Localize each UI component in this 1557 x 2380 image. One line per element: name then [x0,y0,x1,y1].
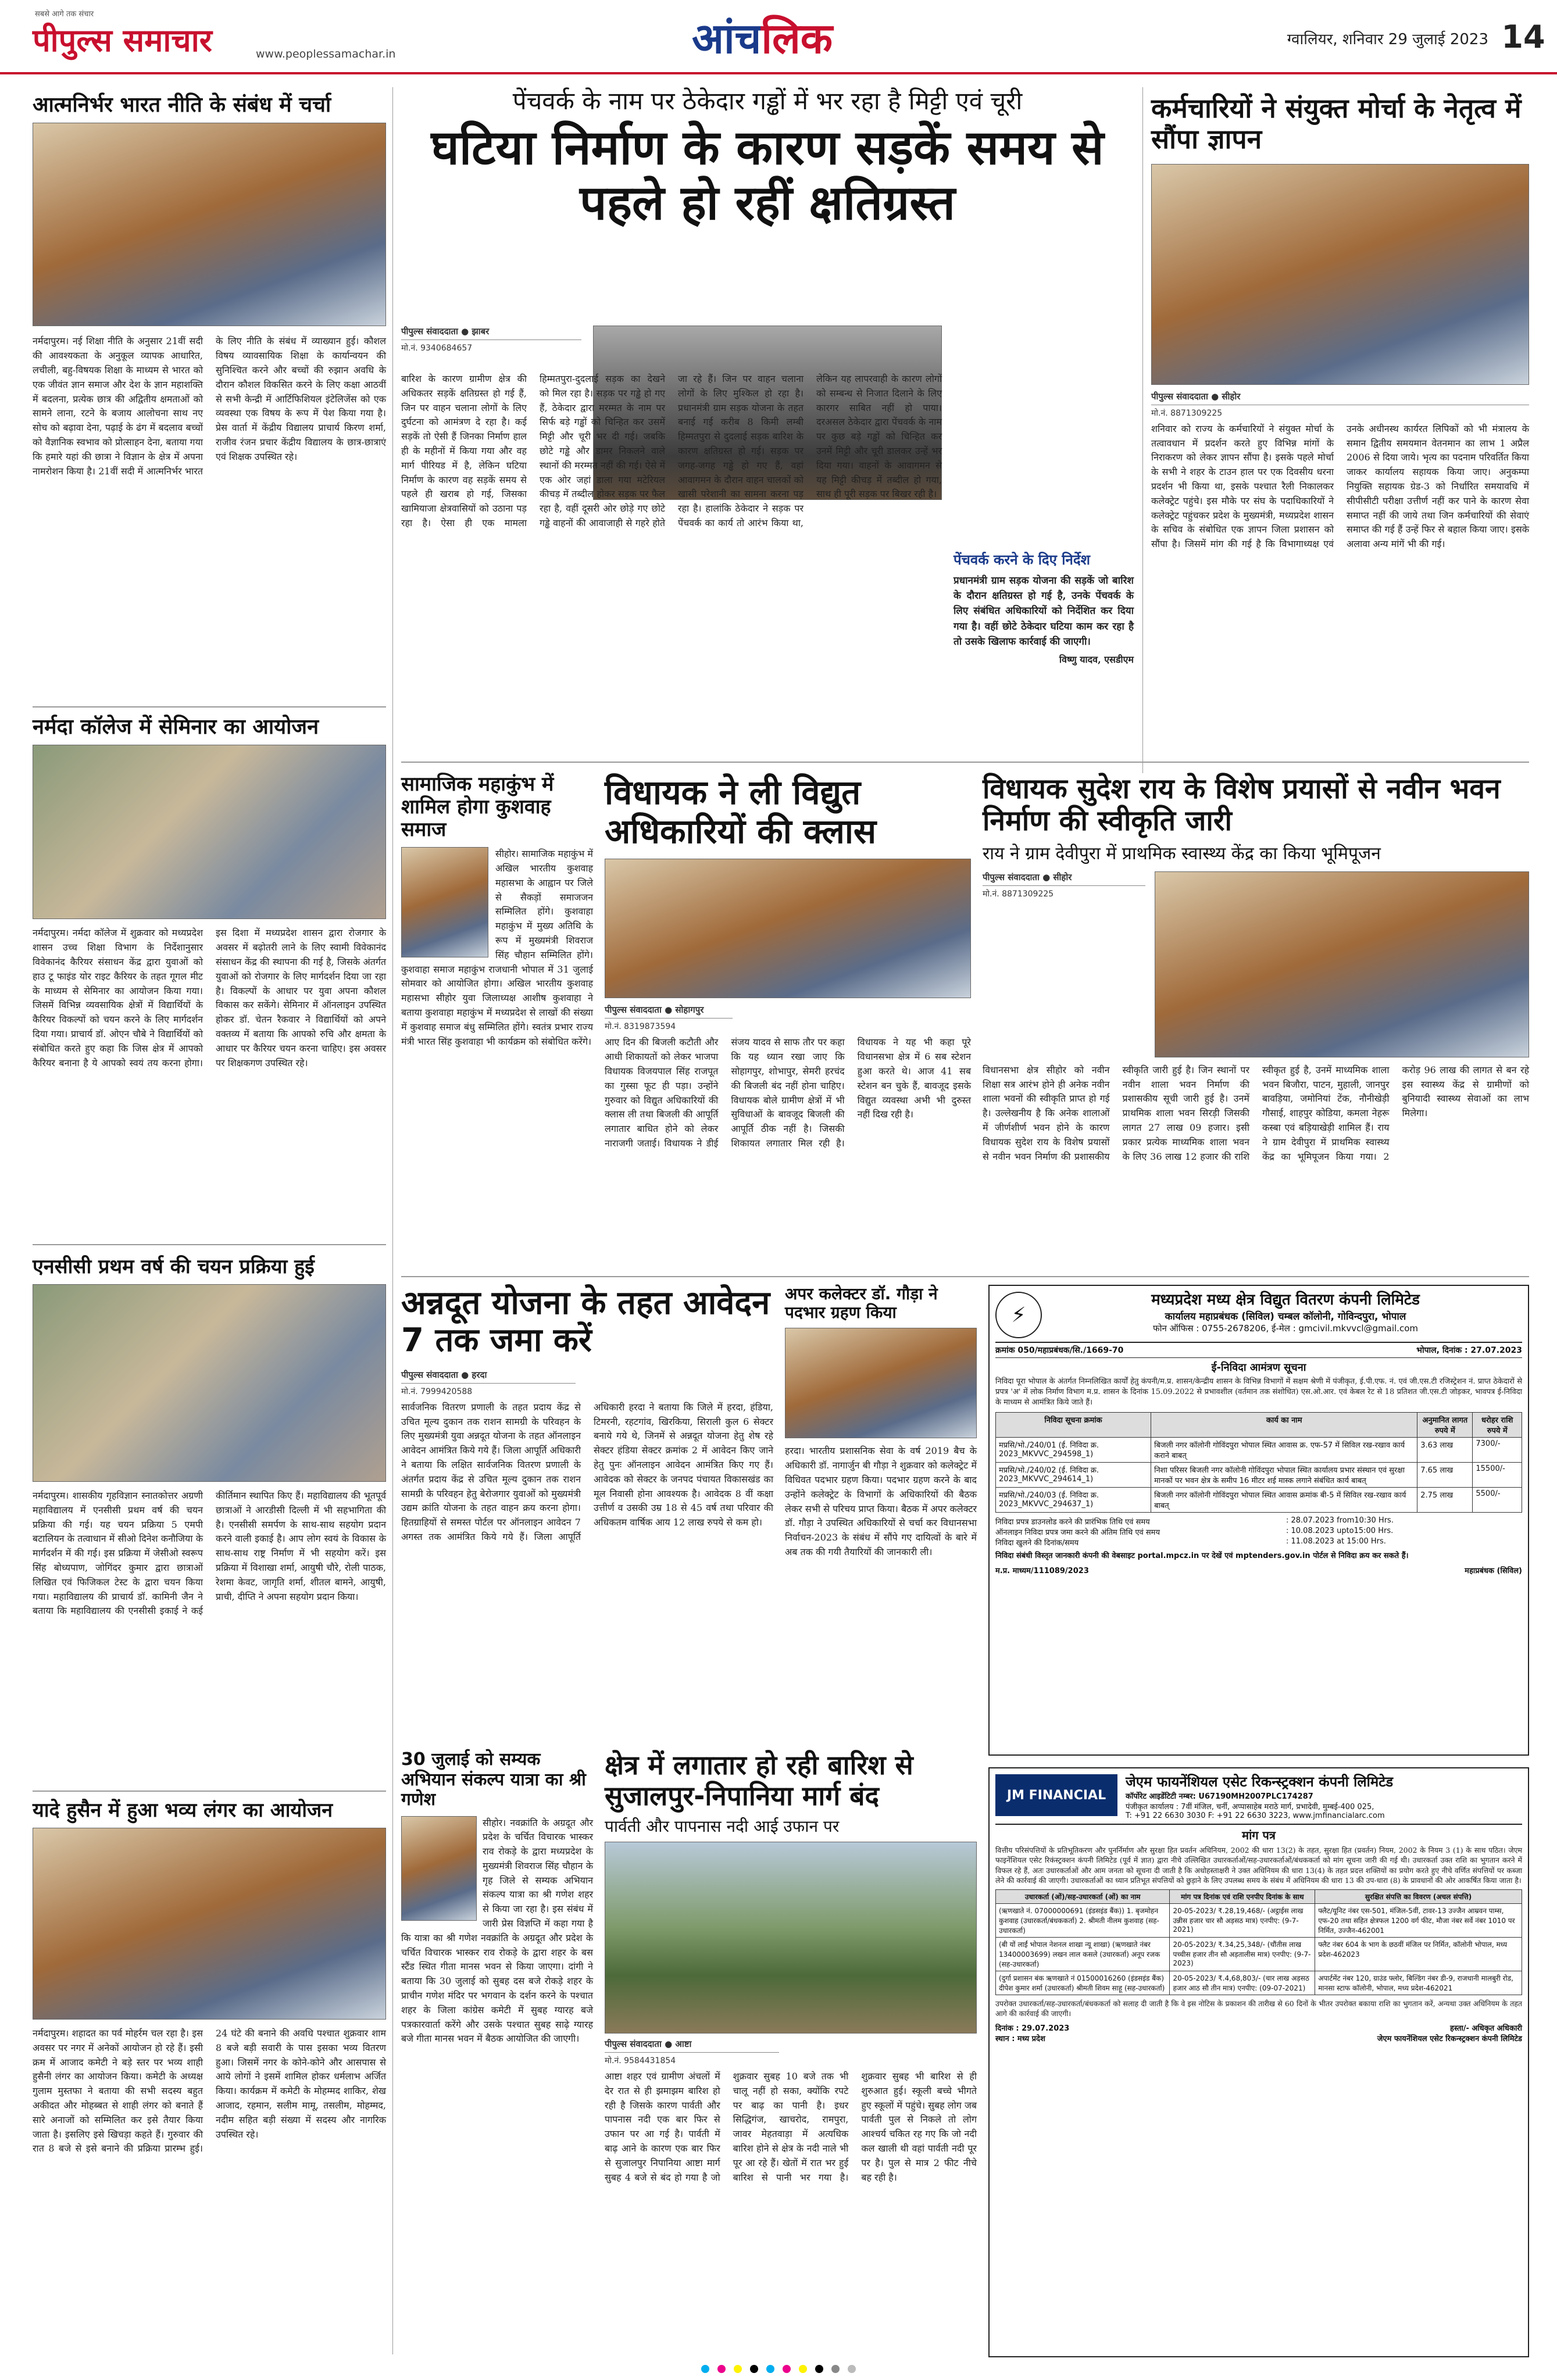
article-headline: 30 जुलाई को सम्यक अभियान संकल्प यात्रा का श्री गणेश [401,1749,586,1810]
tender-date-label: ऑनलाइन निविदा प्रपत्र जमा करने की अंतिम तिथि एवं समय [995,1528,1160,1537]
tender-ref-no: क्रमांक 050/महाप्रबंधक/सि./1669-70 [995,1346,1124,1355]
person-photo [401,1816,477,1921]
article-langar [33,1799,390,2357]
tender-cost: 3.63 लाख [1417,1437,1473,1462]
table-row [996,1971,1522,1995]
article-photo [1151,164,1529,385]
article-seminar [33,715,390,1238]
article-headline: कर्मचारियों ने संयुक्त मोर्चा के नेतृत्व में सौंपा ज्ञापन [1151,92,1522,155]
tender-cost: 7.65 लाख [1417,1462,1473,1487]
table-row [996,1437,1522,1462]
jm-sign1: हस्ता/- अधिकृत अधिकारी [1450,2024,1522,2033]
tender-emd: 15500/- [1473,1462,1522,1487]
article-headline: सामाजिक महाकुंभ में शामिल होगा कुशवाह समाज [401,773,554,842]
article-headline: एनसीसी प्रथम वर्ष की चयन प्रक्रिया हुई [33,1255,315,1278]
section-rule [33,1791,386,1792]
jm-property: अपार्टमेंट नंबर 120, ग्राउंड फ्लोर, बिल्डिंग नंबर डी-9, राजधानी मालबुरी रोड, मानसा स्टाफ कॉलोनी, भोपाल, मध्य प्रदेश-462021 [1315,1971,1522,1995]
tender-company: मध्यप्रदेश मध्य क्षेत्र विद्युत वितरण कंपनी लिमिटेड [1151,1291,1420,1309]
section-title-part1: आंच [692,14,762,63]
tender-col-header: निविदा सूचना क्रमांक [996,1412,1151,1437]
callout-attribution: विष्णु यादव, एसडीएम [1059,654,1134,666]
tender-logo-icon: ⚡ [995,1292,1042,1338]
tender-footer-left: म.प्र. माध्यम/111089/2023 [995,1566,1089,1575]
tender-office: कार्यालय महाप्रबंधक (सिविल) चम्बल कॉलोनी, गोविन्दपुरा, भोपाल [1165,1310,1406,1323]
article-annadoot [401,1284,777,1738]
tender-emd: 5500/- [1473,1487,1522,1512]
article-body: विधानसभा क्षेत्र सीहोर को नवीन शिक्षा सत्र आरंभ होने ही अनेक नवीन शाला भवनों की स्वीकृति प्राप्त हो गई है। उल्लेखनीय है कि अनेक शालाओं में जीर्णशीर्ण भवन होने के कारण विधायक सुदेश राय के विशेष प्रयासों से नवीन भवन निर्माण की प्रशासकीय स्वीकृति जारी हुई है। जिन स्थानों पर नवीन शाला भवन निर्माण की प्रशासकीय सूची जारी हुई है। उनमें प्राथमिक शाला भवन सिरड़ी जिसकी लागत 27 लाख 09 हजार। इसी प्रकार प्रत्येक माध्यमिक शाला भवन के लिए 36 लाख 12 हजार की राशि स्वीकृत हुई है, उनमें माध्यमिक शाला भवन बिजौरा, पाटन, मुहाली, जानपुर बावड़िया, जमोनियां टेंक, नौनीखेड़ी गौसाई, शाहपुर कोडिया, कमला नेहरू कस्बा एवं बड़ियाखेड़ी शामिल हैं। राय ने ग्राम देवीपुरा में प्राथमिक स्वास्थ्य केंद्र का भूमिपूजन किया गया। 2 करोड़ 96 लाख की लागत से बन रहे इस स्वास्थ्य केंद्र से ग्रामीणों को बुनियादी स्वास्थ्य सेवाओं का लाभ मिलेगा। [983,1064,1533,1162]
tender-col-header: अनुमानित लागत रुपये में [1417,1412,1473,1437]
article-headline: विधायक ने ली विद्युत अधिकारियों की क्लास [605,773,877,851]
article-collector [785,1284,980,1738]
tender-no: मप्रसि/भो./240/02 (ई. निविदा क्र. 2023_MKVVC_294614_1) [996,1462,1151,1487]
article-subhead: पार्वती और पापनास नदी आई उफान पर [605,1816,840,1836]
dateline: ग्वालियर, शनिवार 29 जुलाई 2023 [1287,31,1488,48]
column-rule [1142,87,1143,773]
jm-phone: T: +91 22 6630 3030 F: +91 22 6630 3223, www.jmfinancialarc.com [1126,1811,1385,1820]
article-body: आष्टा शहर एवं ग्रामीण अंचलों में देर रात से ही झमाझम बारिश हो रही है जिसके कारण पार्वती और पापनास नदी एक बार फिर से उफान पर आ गई है। पार्वती में बाढ़ आने के कारण एक बार फिर से सुजालपुर निपानिया आष्टा मार्ग सुबह 4 बजे से बंद हो गया है जो शुक्रवार सुबह 10 बजे तक भी चालू नहीं हो सका, क्योंकि रपटे पर बाढ़ का पानी है। इधर सिद्धिगंज, खाचरोद, रामपुरा, जावर मेहतवाड़ा में अत्यधिक बारिश होने से क्षेत्र के नदी नाले भी पूर आ रहे हैं। खेतों में रात भर हुई बारिश से पानी भर गया है। शुक्रवार सुबह भी बारिश से ही शुरुआत हुई। स्कूली बच्चे भीगते हुए स्कूलों में पहुंचे। सुबह लोग जब पार्वती पुल से निकले तो लोग आश्चर्य चकित रह गए कि जो नदी कल खाली थी वहां पार्वती नदी पूर पर है। पुल से मात्र 2 फीट नीचे बह रही है। [605,2070,980,2183]
jm-col-header: मांग पत्र दिनांक एवं राशि एनपीए दिनांक के साथ [1170,1889,1315,1903]
article-headline: क्षेत्र में लगातार हो रही बारिश से सुजालपुर-निपानिया मार्ग बंद [605,1749,913,1811]
article-samyak-yatra [401,1749,597,2357]
article-byline: पीपुल्स संवाददाता ● सीहोर [1151,391,1529,405]
callout-subhead: पेंचवर्क करने के दिए निर्देश [954,552,1090,568]
jm-notice-title: मांग पत्र [1242,1828,1276,1842]
jm-borrower: (बी यों लाईं भोपाल नेशनल शाखा न्यू शाखा) (ऋणखाते नंबर 13400003699) लखन लाल कसले (उधारकर्ता) अनूप रजक (सह-उधारकर्ता) [996,1937,1170,1971]
masthead-url[interactable]: www.peoplessamachar.in [256,48,396,60]
article-body: नर्मदापुरम। शहादत का पर्व मोहर्रम चल रहा है। इस अवसर पर नगर में अनेकों आयोजन हो रहे हैं। इसी क्रम में आजाद कमेटी ने बड़े स्तर पर भव्य शाही हुसैनी लंगर का आयोजन किया। कमेटी के अध्यक्ष गुलाम मुस्तफा ने बताया की सभी सदस्य बहुत अकीदत और मोहब्बत से शाही लंगर को बनाते हैं सारे अनाजों को सम्मिलित कर इसे तैयार किया जाता है। इसलिए इसे खिचड़ा कहते हैं। गुरुवार की रात 8 बजे से इसे बनाने की प्रक्रिया प्रारम्भ हुई। 24 घंटे की बनाने की अवधि पश्चात शुक्रवार शाम 8 बजे बड़ी सवारी के पास इसका भव्य वितरण हुआ। जिसमें नगर के कोने-कोने और आसपास से आये लोगों ने इसमें शामिल होकर धर्मलाभ अर्जित किया। कार्यक्रम में कमेटी के मोहम्मद शाकिर, शेख आजाद, रहमान, सलीम मामू, तसलीम, मोहम्मद, नदीम सहित बड़ी संख्या में सदस्य और नागरिक उपस्थित रहे। [33,2028,390,2154]
section-rule [401,1276,1529,1277]
article-mobile: मो.नं. 9584431854 [605,2056,676,2065]
jm-demand: 20-05-2023/ ₹.34,25,348/- (चौंतीस लाख पच्चीस हजार तीन सौ अड़तालीस मात्र) एनपीए: (9-7-2023) [1170,1937,1315,1971]
article-headline: घटिया निर्माण के कारण सड़कें समय से पहले हो रहीं क्षतिग्रस्त [431,120,1104,231]
article-byline: पीपुल्स संवाददाता ● सोहागपुर [605,1004,733,1019]
article-photo [33,123,386,326]
tender-emd: 7300/- [1473,1437,1522,1462]
tender-note: निविदा संबंधी विस्तृत जानकारी कंपनी की वेबसाइट portal.mpcz.in पर देखें एवं mptenders.gov.in पोर्टल से निविदा क्रय कर सकते हैं। [995,1551,1409,1560]
jm-sign2: जेएम फायनेंशियल एसेट रिकन्स्ट्रक्शन कंपनी लिमिटेड [1377,2034,1522,2043]
person-photo [785,1328,977,1438]
jm-demand: 20-05-2023/ ₹.4,68,803/- (चार लाख अड़सठ हजार आठ सौ तीन मात्र) एनपीए: (09-07-2021) [1170,1971,1315,1995]
jm-cin: कॉर्पोरेट आइडेंटिटी नम्बर: U67190MH2007PLC174287 [1126,1792,1313,1801]
article-headline: विधायक सुदेश राय के विशेष प्रयासों से नवीन भवन निर्माण की स्वीकृति जारी [983,773,1501,838]
section-rule [33,706,386,707]
jm-col-header: सुरक्षित संपत्ति का विवरण (अचल संपत्ति) [1315,1889,1522,1903]
tender-date-value: : 28.07.2023 from10:30 Hrs. [1286,1516,1394,1525]
tender-intro: निविदा पूरा भोपाल के अंतर्गत निम्नलिखित कार्यों हेतु कंपनी/म.प्र. शासन/केन्द्रीय शासन के विभिन्न विभागों में सक्षम श्रेणी में पंजीकृत, ई.पी.एफ. नं. एवं जी.एस.टी रजिस्ट्रेशन नं. प्राप्त ठेकेदारों से प्रपत्र 'अ' में लोक निर्माण विभाग म.प्र. शासन के दिनांक 15.09.2022 से प्रभावशील (वर्तमान तक संशोधित) एस.ओ.आर. एवं केबल रेट से 18 प्रतिशत जी.एस.टी जोड़कर, भावपत्र ई-निविदा के माध्यम से आमंत्रित किये जाते हैं। [995,1377,1525,1407]
article-lead-body [401,326,1137,756]
jm-logo: JM FINANCIAL [995,1774,1117,1816]
article-body: सीहोर। नवक्रांति के अग्रदूत और प्रदेश के चर्चित विचारक भास्कर राव रोकड़े के द्वारा मध्यप्रदेश के मुख्यमंत्री शिवराज सिंह चौहान के गृह जिले से सम्यक अभियान संकल्प यात्रा का श्री गणेश शहर से किया जा रहा है। इस संबंध में जारी प्रेस विज्ञप्ति में कहा गया है कि यात्रा का श्री गणेश नवक्रांति के अग्रदूत और प्रदेश के चर्चित विचारक भास्कर राव रोकड़े के द्वारा शहर के बस स्टैंड स्थित गीता मानस भवन से किया जाएगा। दांगी ने बताया कि 30 जुलाई को सुबह दस बजे रोकड़े शहर के प्राचीन गणेश मंदिर पर भगवान के दर्शन करने के पश्चात शहर के जिला कांग्रेस कमेटी में सुबह ग्यारह बजे पत्रकारवार्ता करेंगे और उसके पश्चात सुबह साढ़े ग्यारह बजे गीता मानस भवन में बैठक आयोजित की जाएगी। [401,1817,597,2045]
article-employees [1151,92,1533,756]
section-title [692,12,878,65]
article-photo [33,1284,386,1482]
article-body: आए दिन की बिजली कटौती और आधी शिकायतों को लेकर भाजपा विधायक विजयपाल सिंह राजपूत का गुस्सा फूट ही पड़ा। उन्होंने गुरुवार को विद्युत अधिकारियों की क्लास ली तथा बिजली की आपूर्ति लगातार बाधित होने को लेकर नाराजगी जताई। विधायक ने डीई संजय यादव से साफ तौर पर कहा कि यह ध्यान रखा जाए कि सोहागपुर, शोभापुर, सेमरी हरचंद की बिजली बंद नहीं होना चाहिए। विधायक बोले ग्रामीण क्षेत्रों में भी सुविधाओं के बावजूद बिजली की आपूर्ति ठीक नहीं है। जिसकी शिकायत लगातार मिल रही है। विधायक ने यह भी कहा पूरे विधानसभा क्षेत्र में 6 सब स्टेशन हुआ करते थे। आज 41 सब स्टेशन बन चुके हैं, बावजूद इसके विद्युत व्यवस्था अभी भी दुरुस्त नहीं दिख रही है। [605,1037,974,1149]
article-kicker: पेंचवर्क के नाम पर ठेकेदार गड्ढों में भर रहा है मिट्टी एवं चूरी [512,87,1023,115]
table-row [996,1487,1522,1512]
article-electricity [605,773,974,1296]
tender-no: मप्रसि/भो./240/03 (ई. निविदा क्र. 2023_MKVVC_294637_1) [996,1487,1151,1512]
jm-demand: 20-05-2023/ ₹.28,19,468/- (अट्ठाईस लाख उन्नीस हजार चार सौ अड़सठ मात्र) एनपीए: (9-7-2021) [1170,1903,1315,1937]
jm-borrower: (दुर्गा प्रशासन बंक ऋणखाते नं 01500016260 (इंडसइंड बैंक) दीपेश कुमार शर्मा (उधारकर्ता) श्रीमती शिवम साहू (सह-उधारकर्ता) [996,1971,1170,1995]
article-body: सीहोर। सामाजिक महाकुंभ में अखिल भारतीय कुशवाह महासभा के आह्वान पर जिले से सैकड़ों समाजजन सम्मिलित होंगे। कुशवाहा महाकुंभ में मुख्य अतिथि के रूप में मुख्यमंत्री शिवराज सिंह चौहान सम्मिलित होंगे। कुशवाहा समाज महाकुंभ राजधानी भोपाल में 31 जुलाई सोमवार को आयोजित होगा। अखिल भारतीय कुशवाह महासभा सीहोर युवा जिलाध्यक्ष आशीष कुशवाहा ने बताया कुशवाहा महाकुंभ में मध्यप्रदेश से लाखों की संख्या में कुशवाह समाज बंधु सम्मिलित होंगे। स्वतंत्र प्रभार राज्य मंत्री भारत सिंह कुशवाहा भी कार्यक्रम को संबोधित करेंगे। [401,848,597,1047]
tender-footer-right: महाप्रबंधक (सिविल) [1465,1566,1522,1575]
article-byline: पीपुल्स संवाददाता ● हरदा [401,1369,576,1384]
jm-property: फ्लैट/यूनिट नंबर एस-501, मंजिल-5वीं, टावर-13 उज्जैन आम्रवन पाम्स, एफ-20 तथा सहित क्षेत्रफल 1200 वर्ग फीट, मौजा नंबर सर्वे नंबर 1010 पर निर्मित, उज्जैन-462001 [1315,1903,1522,1937]
article-headline: अन्नदूत योजना के तहत आवेदन 7 तक जमा करें [401,1284,770,1360]
article-headline: यादे हुसैन में हुआ भव्य लंगर का आयोजन [33,1799,333,1822]
tender-work: बिजली नगर कॉलोनी गोविंदपुरा भोपाल स्थित आवास क्र. एफ-57 में सिविल रख-रखाव कार्य कराने बाबत् [1151,1437,1417,1462]
article-subhead: राय ने ग्राम देवीपुरा में प्राथमिक स्वास्थ्य केंद्र का किया भूमिपूजन [983,844,1381,864]
article-byline: पीपुल्स संवाददाता ● झाबर [401,326,581,340]
table-row [996,1462,1522,1487]
tender-ref-date: भोपाल, दिनांक : 27.07.2023 [1416,1346,1522,1355]
article-byline: पीपुल्स संवाददाता ● सीहोर [983,871,1145,886]
tender-ad [988,1285,1529,1756]
jm-borrower: (ऋणखाते नं. 07000000691 (इंडसइंड बैंक)) 1. बृजमोहन कुशवाह (उधारकर्ता/बंधककर्ता) 2. श्रीमती नीलम कुशवाह (सह-उधारकर्ता) [996,1903,1170,1937]
article-body: नर्मदापुरम। शासकीय गृहविज्ञान स्नातकोत्तर अग्रणी महाविद्यालय में एनसीसी प्रथम वर्ष की चयन प्रक्रिया की गई। यह चयन प्रक्रिया 5 एमपी बटालियन के तत्वाधान में सीओ दिनेश कनौजिया के मार्गदर्शन में की गई। इस प्रक्रिया में जेसीओ स्वरूप सिंह बोध्यपाण, जोगिंदर कुमार द्वारा छात्राओं लिखित एवं फिजिकल टेस्ट के द्वारा चयन किया गया। महाविद्यालय की प्राचार्य डॉ. कामिनी जैन ने बताया कि महाविद्यालय की एनसीसी इकाई ने कई कीर्तिमान स्थापित किए हैं। महाविद्यालय की भूतपूर्व छात्राओं ने आरडीसी दिल्ली में भी सहभागिता की है। एनसीसी समर्पण के साथ-साथ सहयोग प्रदान करने वाली इकाई है। आप लोग स्वयं के विकास के साथ-साथ राष्ट्र निर्माण में भी सहयोग करें। इस प्रक्रिया में विशाखा शर्मा, आयुषी चौरे, रोली पाठक, रेशमा केवट, जागृति शर्मा, शीतल बामने, आयुषी, प्राची, दीप्ति ने अपना सहयोग प्रदान किया। [33,1490,390,1617]
section-title-part2: लिक [761,14,833,63]
article-photo [33,745,386,919]
jm-financial-ad [988,1767,1529,2357]
jm-address: पंजीकृत कार्यालय : 7वीं मंजिल, चर्नी, अप्पासाहेब मराठे मार्ग, प्रभादेवी, मुम्बई-400 025, [1126,1802,1374,1811]
article-rain [605,1749,980,2357]
article-headline: आत्मनिर्भर भारत नीति के संबंध में चर्चा [33,93,331,117]
article-byline: पीपुल्स संवाददाता ● आष्टा [605,2038,779,2053]
article-photo [605,1842,977,2034]
masthead-logo[interactable]: पीपुल्स समाचार [33,22,212,59]
tender-title: ई-निविदा आमंत्रण सूचना [1211,1361,1306,1374]
table-row [996,1937,1522,1971]
masthead [0,0,1557,74]
article-mobile: मो.नं. 8319873594 [605,1022,676,1032]
tender-col-header: कार्य का नाम [1151,1412,1417,1437]
section-rule [401,762,1529,763]
article-sudesh-rai [983,773,1533,1296]
article-body: नर्मदापुरम। नई शिक्षा नीति के अनुसार 21वीं सदी की आवश्यकता के अनुकूल व्यापक आधारित, लचीली, बहु-विषयक शिक्षा के माध्यम से भारत को एक जीवंत ज्ञान समाज और देश के ज्ञान महाशक्ति में बदलना, प्रत्येक छात्र की अद्वितीय क्षमताओं को सामने लाना, रटने के बजाय आलोचना साथ नए सोच को बढ़ावा देना, पढ़ाई के ढंग में बदलाव बच्चों को वैज्ञानिक स्वभाव को प्रोत्साहन देना, बताया गया कि हमारे यहां की छात्रा ने विज्ञान के क्षेत्र में अपना नामरोशन किया है। 21वीं सदी में आत्मनिर्भर भारत के लिए नीति के संबंध में व्याख्यान हुई। कौशल विषय व्यावसायिक शिक्षा के कार्यान्वयन की सुनिश्चित करने और बच्चों की रुझान अवधि के दौरान कौशल विकसित करने के लिए कक्षा आठवीं से सभी केन्द्री में आर्टिफिशियल इंटेलिजेंस को एक व्यवस्था एक विषय के रूप में पेश किया गया है। प्रेस वार्ता में केंद्रीय विद्यालय प्राचार्य किरण शर्मा, राजीव रंजन प्रचार केंद्रीय विद्यालय के छात्र-छात्राएं एवं शिक्षक उपस्थित रहे। [33,335,390,477]
page-number: 14 [1501,19,1545,55]
table-row [996,1903,1522,1937]
tender-cost: 2.75 लाख [1417,1487,1473,1512]
article-mobile: मो.नं. 9340684657 [401,344,473,353]
jm-date: दिनांक : 29.07.2023 [995,2024,1070,2033]
jm-company: जेएम फायनेंशियल एसेट रिकन्स्ट्रक्शन कंपनी लिमिटेड [1126,1774,1394,1790]
article-body: हरदा। भारतीय प्रशासनिक सेवा के वर्ष 2019 बैच के अधिकारी डॉ. नागार्जुन बी गौड़ा ने शुक्रवार को कलेक्ट्रेट में विधिवत पदभार ग्रहण किया। पदभार ग्रहण करने के बाद उन्होंने कलेक्ट्रेट के विभागों के अधिकारियों की बैठक लेकर सभी से परिचय प्राप्त किया। बैठक में अपर कलेक्टर डॉ. गौड़ा ने उपस्थित अधिकारियों से चर्चा कर विधानसभा निर्वाचन-2023 के संबंध में सौंपे गए दायित्वों के बारे में अब तक की गयी तैयारियों की जानकारी ली। [785,1445,980,1557]
article-body: शनिवार को राज्य के कर्मचारियों ने संयुक्त मोर्चा के तत्वावधान में प्रदर्शन करते हुए विभिन्न मांगों के निराकरण को लेकर ज्ञापन सौंपा है। इसके पहले मोर्चा के सभी ने शहर के टाउन हाल पर एक दिवसीय धरना प्रदर्शन भी किया था, इसके पश्चात रैली निकालकर कलेक्ट्रेट पहुंचे। इस मौके पर संघ के पदाधिकारियों ने कलेक्ट्रेट पहुंचकर प्रदेश के मुख्यमंत्री, मध्यप्रदेश शासन के सचिव के संबोधित एक ज्ञापन जिला प्रशासन को सौंपा है। जिसमें मांग की गई है कि विभागाध्यक्ष एवं उनके अधीनस्थ कार्यरत लिपिकों को भी मंत्रालय के समान द्वितीय समयमान वेतनमान का लाभ 1 अप्रैल 2006 से दिया जाये। भृत्य का पदनाम परिवर्तित किया जाकर कार्यालय सहायक किया जाए। अनुकम्पा नियुक्ति सहायक ग्रेड-3 को निर्धारित समयावधि में सीपीसीटी परीक्षा उत्तीर्ण नहीं कर पाने के कारण सेवा समाप्त नहीं की जाये तथा जिन कर्मचारियों की सेवाएं समाप्त की गई हैं उन्हें फिर से बहाल किया जाए। इसके अलावा अन्य मांगें भी की गई। [1151,423,1533,550]
article-headline: नर्मदा कॉलेज में सेमिनार का आयोजन [33,715,319,739]
tender-no: मप्रसि/भो./240/01 (ई. निविदा क्र. 2023_MKVVC_294598_1) [996,1437,1151,1462]
tender-date-label: निविदा खुलने की दिनांक/समय [995,1538,1079,1548]
article-headline: अपर कलेक्टर डॉ. गौड़ा ने पदभार ग्रहण किया [785,1284,938,1323]
article-body: बारिश के कारण ग्रामीण क्षेत्र की अधिकतर सड़कें क्षतिग्रस्त हो गई हैं, जिन पर वाहन चलाना लोगों के लिए दुर्घटना को आमंत्रण दे रहा है। कई सड़कें तो ऐसी हैं जिनका निर्माण हाल ही के महीनों में किया गया और वह मार्ग पीरियड में है, लेकिन घटिया निर्माण के कारण वह सड़कें समय से पहले ही खराब हो गई, जिसका खामियाजा क्षेत्रवासियों को उठाना पड़ रहा है। ऐसा ही एक मामला हिम्मतपुरा-दुदलाई सड़क का देखने को मिल रहा है। सड़क पर गड्ढे हो गए हैं, ठेकेदार द्वारा मरम्मत के नाम पर सिर्फ बड़े गड्ढों को चिन्हित कर उसमें मिट्टी और चूरी भर दी गई। जबकि छोटे गड्ढे और डामर निकलने वाले स्थानों की मरम्मत नहीं की गई। ऐसे में एक ओर जहां डाला गया मटेरियल कीचड़ में तब्दील होकर सड़क पर फैल रहा है, वहीं दूसरी ओर छोड़े गए छोटे गड्ढे वाहनों की आवाजाही से गहरे होते जा रहे हैं। जिन पर वाहन चलाना लोगों के लिए मुश्किल हो रहा है। प्रधानमंत्री ग्राम सड़क योजना के तहत बनाई गई करीब 8 किमी लम्बी हिम्मतपुरा से दुदलाई सड़क बारिश के कारण क्षतिग्रस्त हो गई। सड़क पर जगह-जगह गड्ढे हो गए हैं, वहां आवागमन के दौरान वाहन चालकों को खासी परेशानी का सामना करना पड़ रहा है। हालांकि ठेकेदार ने सड़क पर पेंचवर्क का कार्य तो आरंभ किया था, लेकिन यह लापरवाही के कारण लोगों को सम्बन्ध से निजात दिलाने के लिए कारगर साबित नहीं हो पाया। दरअसल ठेकेदार द्वारा पेंचवर्क के नाम पर कुछ बड़े गड्ढों को चिन्हित कर उनमें मिट्टी और चूरी डालकर उन्हें भर दिया गया। वाहनों के आवागमन से यह मिट्टी कीचड़ में तब्दील हो गया, साथ ही पूरी सड़क पर बिखर रही है। [401,373,945,528]
article-photo [33,1828,386,2020]
article-body: नर्मदापुरम। नर्मदा कॉलेज में शुक्रवार को मध्यप्रदेश शासन उच्च शिक्षा विभाग के निर्देशानुसार विवेकानंद कैरियर संसाधन केंद्र द्वारा युवाओं को हाउ टू फाइंड योर राइट कैरियर के तहत गूगल मीट के माध्यम से सेमिनार का आयोजन किया गया। जिसमें विभिन्न व्यवसायिक क्षेत्रों में विद्यार्थियों के कैरियर विकल्पों को चयन करने के लिए मार्गदर्शन दिया गया। प्राचार्य डॉ. ओएन चौबे ने विद्यार्थियों को संबोधित करते हुए कहा कि जिस क्षेत्र में आपको कैरियर बनाना है ये आपको स्वयं तय करना होगा। इस दिशा में मध्यप्रदेश शासन द्वारा रोजगार के अवसर में बढ़ोतरी लाने के लिए स्वामी विवेकानंद संसाधन केंद्र की स्थापना की गई है, जिसके अंतर्गत युवाओं को रोजगार के लिए मार्गदर्शन दिया जा रहा है। विकल्पों के आधार पर युवा अपना कौशल विकास कर सकेंगे। सेमिनार में ऑनलाइन उपस्थित होकर डॉ. चेतन रैकवार ने विद्यार्थियों को अपने वक्तव्य में बताया कि आपको रुचि और क्षमता के आधार पर कैरियर चयन करना चाहिए। इस अवसर पर शिक्षकगण उपस्थित रहे। [33,927,390,1069]
tender-date-value: : 11.08.2023 at 15:00 Hrs. [1286,1536,1386,1546]
tender-work: निशा परिसर बिजली नगर कॉलोनी गोविंदपुरा भोपाल स्थित कार्यालय प्रभार संस्थान एवं सुरक्षा मानकों पर भवन क्षेत्र के समीप 16 मीटर शई मास्क लगाने संबंधित कार्य बाबत् [1151,1462,1417,1487]
jm-place: स्थान : मध्य प्रदेश [995,2034,1045,2043]
column-rule [392,87,393,2354]
article-atmanirbhar [33,93,390,698]
jm-col-header: उधारकर्ता (ओं)/सह-उधारकर्ता (ओं) का नाम [996,1889,1170,1903]
tender-date-label: निविदा प्रपत्र डाउनलोड करने की प्रारंभिक तिथि एवं समय [995,1517,1150,1527]
article-mobile: मो.नं. 8871309225 [983,889,1054,899]
callout-text: प्रधानमंत्री ग्राम सड़क योजना की सड़कें जो बारिश के दौरान क्षतिग्रस्त हो गई है, उनके पेंचवर्क के लिए संबंधित अधिकारियों को निर्देशित कर दिया गया है। वहीं छोटे ठेकेदार घटिया काम कर रहा है तो उसके खिलाफ कार्रवाई की जाएगी। [954,574,1137,648]
jm-property: फ्लैट नंबर 604 के भाग के छठवीं मंजिल पर निर्मित, कॉलोनी भोपाल, मध्य प्रदेश-462023 [1315,1937,1522,1971]
person-photo [401,847,488,957]
tender-work: बिजली नगर कॉलोनी गोविंदपुरा भोपाल स्थित आवास क्रमांक बी-5 में सिविल रख-रखाव कार्य बाबत् [1151,1487,1417,1512]
tender-table [995,1412,1522,1513]
article-mobile: मो.नं. 7999420588 [401,1386,473,1396]
tender-col-header: धरोहर राशि रुपये में [1473,1412,1522,1437]
tender-date-value: : 10.08.2023 upto15:00 Hrs. [1286,1526,1394,1535]
article-ncc [33,1255,390,1785]
jm-footer-note: उपरोक्त उधारकर्ता/सह-उधारकर्ता/बंधककर्ता को सलाह दी जाती है कि वे इस नोटिस के प्रकाशन की तारीख से 60 दिनों के भीतर उपरोक्त बकाया राशि का भुगतान करें, अन्यथा उक्त अधिनियम के तहत आगे की कार्रवाई की जाएगी। [995,1999,1524,2018]
article-body: सार्वजनिक वितरण प्रणाली के तहत प्रदाय केंद्र से उचित मूल्य दुकान तक राशन सामग्री के परिवहन के लिए मुख्यमंत्री युवा अन्नदूत योजना के तहत ऑनलाइन आवेदन आमंत्रित किये गये हैं। जिला आपूर्ति अधिकारी ने बताया कि लक्षित सार्वजनिक वितरण प्रणाली के अंतर्गत प्रदाय केंद्र से उचित मूल्य दुकान तक राशन सामग्री के परिवहन हेतु बेरोजगार युवाओं को मुख्यमंत्री उद्यम क्रांति योजना के तहत वाहन क्रय करना होगा। हितग्राहियों से समस्त पोर्टल पर ऑनलाइन आवेदन 7 अगस्त तक आमंत्रित किये गये हैं। जिला आपूर्ति अधिकारी हरदा ने बताया कि जिले में हरदा, हंडिया, टिमरनी, रहटगांव, खिरकिया, सिराली कुल 6 सेक्टर बनाये गये थे, जिनमें से अन्नदूत योजना हेतु शेष रहे सेक्टर हंडिया सेक्टर क्रमांक 2 में आवेदन किए जाने हेतु पुनः ऑनलाइन आवेदन आमंत्रित किए गए हैं। आवेदक को सेक्टर के जनपद पंचायत विकासखंड का मूल निवासी होना आवश्यक है। आवेदक 8 वीं कक्षा उत्तीर्ण व उसकी उम्र 18 से 45 वर्ष तथा परिवार की अधिकतम वार्षिक आय 12 लाख रुपये से कम हो। [401,1401,777,1542]
jm-notice-body: वित्तीय परिसंपत्तियों के प्रतिभूतिकरण और पुनर्निर्माण और सुरक्षा हित प्रवर्तन अधिनियम, 2002 की धारा 13(2) के तहत, सुरक्षा हित (प्रवर्तन) नियम, 2002 के नियम 3 (1) के साथ पठित। जेएम फाइनेंशियल एसेट रिकंस्ट्रक्शन कंपनी लिमिटेड (पूर्व में ज्ञात) द्वारा नीचे उल्लिखित उधारकर्ताओं/सह-उधारकर्ताओं/बंधककर्ता को मांग सूचना जारी की गई थी। उधारकर्ता उक्त राशि का भुगतान करने में विफल रहे हैं, अतः उधारकर्ताओं और आम जनता को सूचना दी जाती है कि अधोहस्ताक्षरी ने उक्त अधिनियम की धारा 13(4) के तहत प्रदत्त शक्तियों का प्रयोग करते हुए नीचे वर्णित संपत्तियों पर कब्जा लेने की कार्रवाई की जाएगी। उधारकर्ताओं का ध्यान प्रतिभूत संपत्तियों को छुड़ाने के लिए उपलब्ध समय के संबंध में अधिनियम की धारा 13 की उप-धारा (8) के प्रावधानों की ओर आकर्षित किया जाता है। [995,1845,1524,1885]
article-photo [1155,871,1529,1057]
masthead-tagline: सबसे आगे तक संचार [35,10,94,19]
jm-table [995,1889,1522,1995]
article-mobile: मो.नं. 8871309225 [1151,408,1223,418]
registration-strip [116,2365,1441,2374]
section-rule [33,1244,386,1245]
tender-contact: फोन ऑफिस : 0755-2678206, ई-मेल : gmcivil.mkvvcl@gmail.com [1153,1323,1418,1334]
article-photo [605,859,971,998]
article-kushwah [401,773,597,1296]
